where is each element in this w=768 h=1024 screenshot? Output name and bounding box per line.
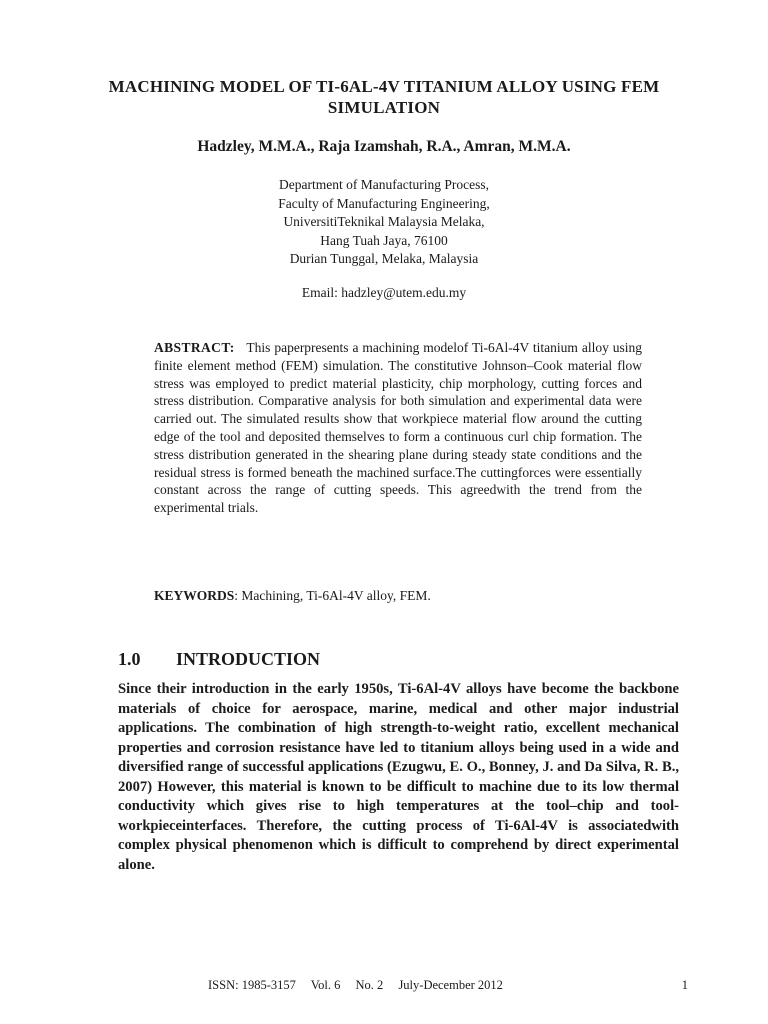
- author-list: Hadzley, M.M.A., Raja Izamshah, R.A., Amran, M.M.A.: [197, 138, 571, 155]
- affiliation-line: Hang Tuah Jaya, 76100: [320, 232, 448, 248]
- keywords-text: : Machining, Ti-6Al-4V alloy, FEM.: [234, 588, 431, 603]
- page-number: 1: [681, 978, 688, 992]
- section-title: INTRODUCTION: [176, 649, 321, 669]
- paper-title: MACHINING MODEL OF TI-6AL-4V TITANIUM ALLOY USING FEM SIMULATION: [108, 77, 660, 117]
- keywords: [154, 587, 642, 605]
- affiliation-line: Department of Manufacturing Process,: [279, 177, 489, 192]
- journal-info: [208, 977, 515, 993]
- author-email: Email: hadzley@utem.edu.my: [301, 285, 467, 300]
- footer-volume: Vol. 6: [310, 978, 341, 992]
- affiliation-line: Durian Tunggal, Melaka, Malaysia: [289, 251, 479, 266]
- section-heading: [118, 648, 678, 670]
- affiliation-line: UniversitiTeknikal Malaysia Melaka,: [283, 214, 485, 229]
- keywords-label: KEYWORDS: [154, 588, 235, 603]
- intro-paragraph: Since their introduction in the early 1950s, Ti-6Al-4V alloys have become the backbone materials of choice for aerospace, marine, medical and other major industrial applications. The combination of high strength-to-weight ratio, excellent mechanical properties and corrosion resistance have led to titanium alloys being used in a wide and diversified range of successful applications (Ezugwu, E. O., Bonney, J. and Da Silva, R. B., 2007) However, this material is known to be difficult to machine due to its low thermal conductivity which gives rise to high temperatures at the tool–chip and tool-workpieceinterfaces. Therefore, the cutting process of Ti-6Al-4V is associatedwith complex physical phenomenon which is difficult to comprehend by direct experimental alone.: [118, 681, 679, 873]
- affiliation-line: Faculty of Manufacturing Engineering,: [278, 195, 490, 211]
- footer-issn: ISSN: 1985-3157: [208, 978, 296, 992]
- affiliation-block: [150, 176, 618, 269]
- footer-period: July-December 2012: [398, 978, 503, 992]
- abstract: [154, 339, 642, 517]
- abstract-text: This paperpresents a machining modelof Ti-6Al-4V titanium alloy using finite element method (FEM) simulation. The constitutive Johnson–Cook material flow stress was employed to predict material plasticity, chip morphology, cutting forces and stress distribution. Comparative analysis for both simulation and experimental data were carried out. The simulated results show that workpiece material flow around the cutting edge of the tool and deposited themselves to form a continuous curl chip formation. The stress distribution generated in the shearing plane during steady state conditions and the residual stress is formed beneath the machined surface.The cuttingforces were essentially constant across the range of cutting speeds. This agreedwith the trend from the experimental trials.: [154, 340, 642, 516]
- footer-number: No. 2: [355, 978, 384, 992]
- abstract-label: ABSTRACT:: [154, 340, 235, 355]
- section-number: 1.0: [118, 649, 141, 669]
